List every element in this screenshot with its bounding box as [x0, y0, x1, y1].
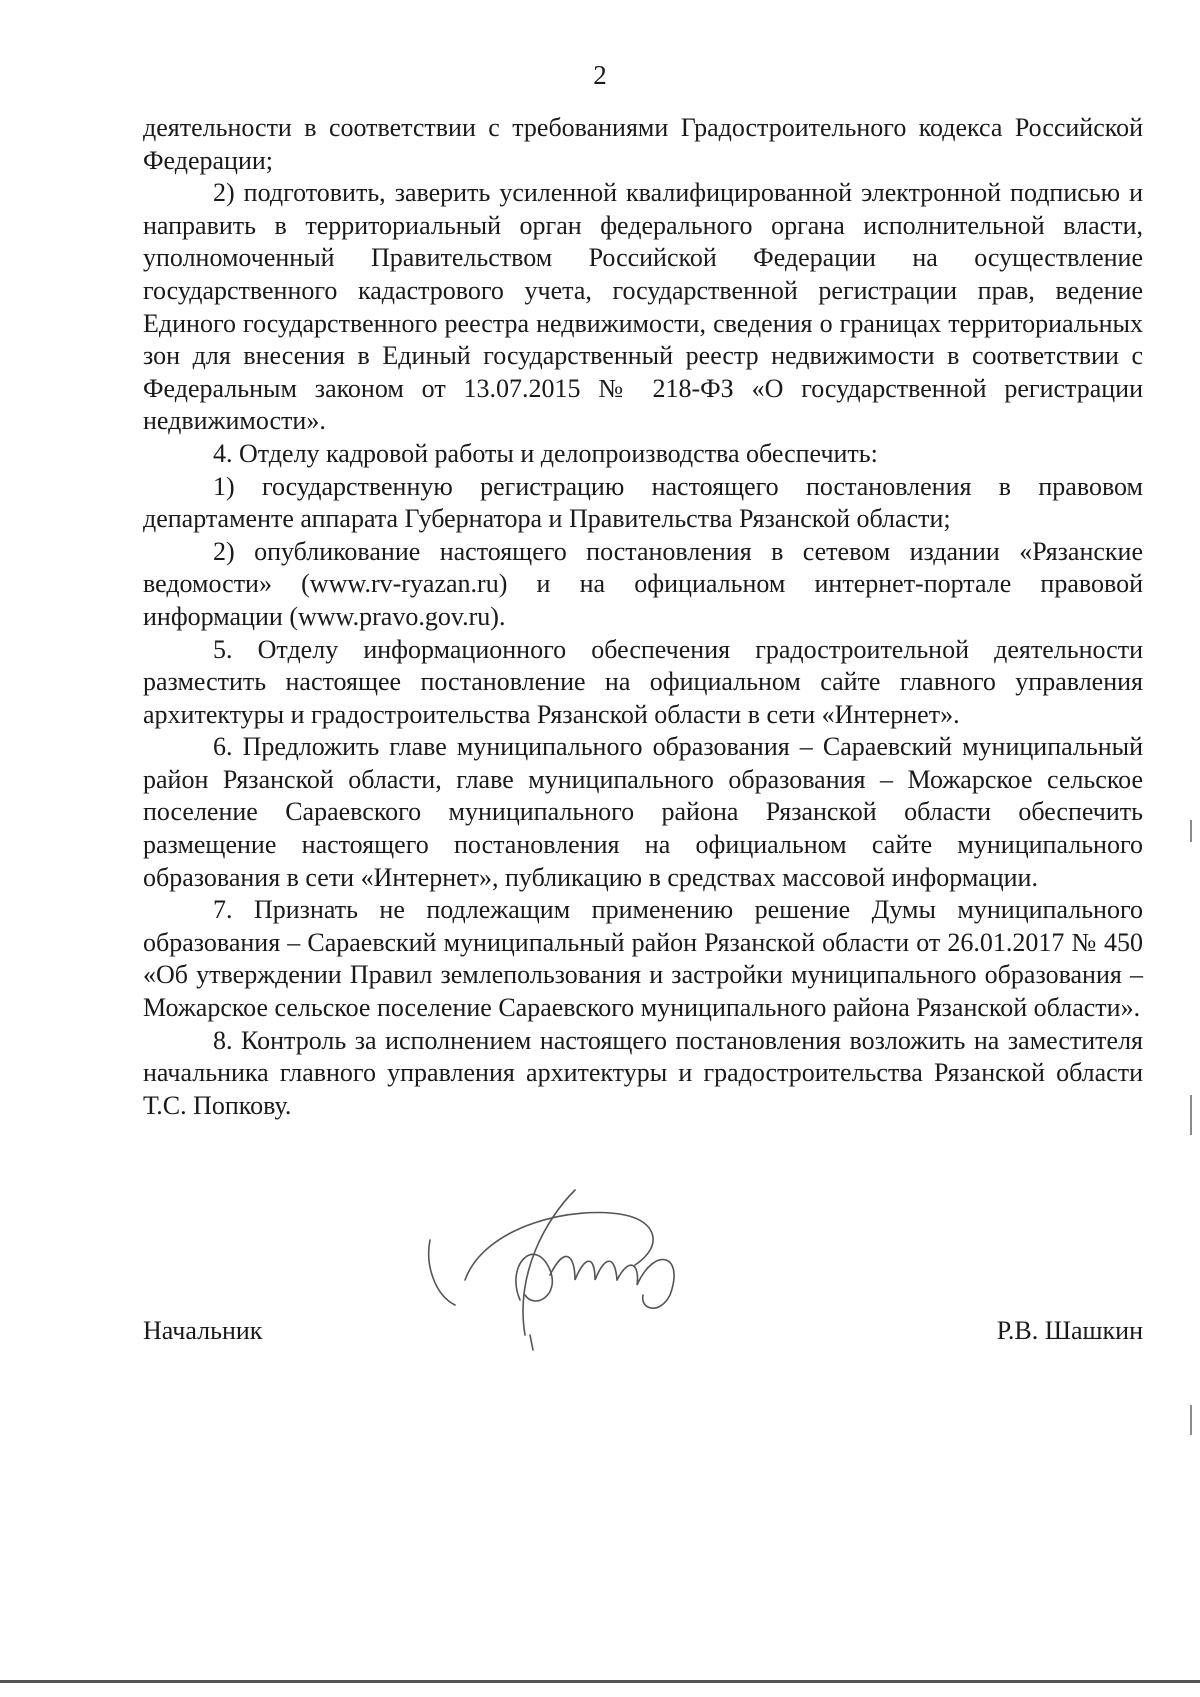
paragraph: 4. Отделу кадровой работы и делопроизводства обеспечить:: [213, 438, 878, 468]
signatory-name: Р.В. Шашкин: [996, 1316, 1143, 1345]
document-body: [143, 112, 1143, 1122]
scan-artifact: [1190, 820, 1192, 842]
paragraph: 2) опубликование настоящего постановления в сетевом издании «Рязанские ведомости» (www.rv-ryazan.ru) и на официальном интернет-портале правовой информации (www.pravo.gov.ru).: [143, 536, 1143, 631]
scan-artifact: [1190, 1095, 1192, 1135]
paragraph: 1) государственную регистрацию настоящего постановления в правовом департаменте аппарата Губернатора и Правительства Рязанской области;: [143, 471, 1143, 534]
paragraph: 6. Предложить главе муниципального образования – Сараевский муниципальный район Рязанской области, главе муниципального образования – Можарское сельское поселение Сараевского муниципального района Рязанской области обеспечить размещение настоящего постановления на официальном сайте муниципального образования в сети «Интернет», публикацию в средствах массовой информации.: [143, 732, 1143, 892]
page-number: 2: [593, 60, 607, 90]
paragraph: 5. Отделу информационного обеспечения градостроительной деятельности разместить настоящее постановление на официальном сайте главного управления архитектуры и градостроительства Рязанской области в сети «Интернет».: [143, 634, 1143, 729]
handwritten-signature: [425, 1185, 725, 1355]
paragraph: деятельности в соответствии с требованиями Градостроительного кодекса Российской Федерации;: [143, 113, 1143, 175]
paragraph: 8. Контроль за исполнением настоящего постановления возложить на заместителя начальника главного управления архитектуры и градостроительства Рязанской области Т.С. Попкову.: [143, 1025, 1143, 1120]
scan-edge: [0, 1680, 1200, 1683]
scan-artifact: [1190, 1405, 1192, 1435]
signatory-title: Начальник: [143, 1316, 263, 1345]
paragraph: 2) подготовить, заверить усиленной квалифицированной электронной подписью и направить в территориальный орган федерального органа исполнительной власти, уполномоченный Правительством Российской Федерации на осуществление государственного кадастрового учета, государственной регистрации прав, ведение Единого государственного реестра недвижимости, сведения о границах территориальных зон для внесения в Единый государственный реестр недвижимости в соответствии с Федеральным законом от 13.07.2015 № 218-ФЗ «О государственной регистрации недвижимости».: [143, 178, 1143, 436]
paragraph: 7. Признать не подлежащим применению решение Думы муниципального образования – Сараевский муниципальный район Рязанской области от 26.01.2017 № 450 «Об утверждении Правил землепользования и застройки муниципального образования – Можарское сельское поселение Сараевского муниципального района Рязанской области».: [143, 895, 1143, 1023]
